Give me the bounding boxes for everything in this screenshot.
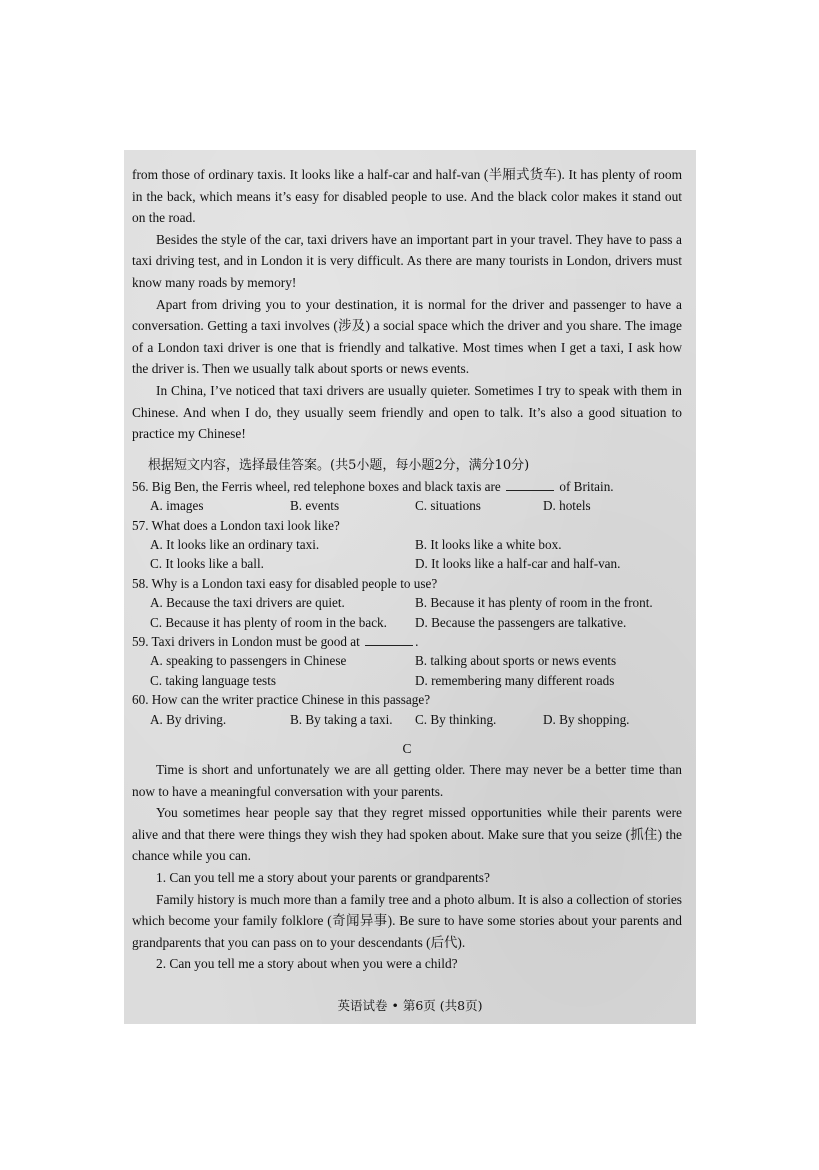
option-a: A. By driving.	[150, 711, 227, 727]
options-row	[132, 554, 682, 573]
question-stem: 60. How can the writer practice Chinese in this passage?	[132, 692, 431, 708]
option-d: D. It looks like a half-car and half-van.	[415, 556, 621, 572]
question-stem	[132, 632, 682, 651]
section-heading-c: C	[402, 741, 412, 756]
option-c: C. Because it has plenty of room in the back.	[150, 614, 387, 630]
question-60	[132, 690, 682, 729]
passage-c-paragraph: You sometimes hear people say that they regret missed opportunities while their parents were alive and that there were things they wish they had spoken about. Make sure that you seize (抓住) the chance while you can.	[132, 805, 682, 864]
passage-b-paragraph: from those of ordinary taxis. It looks like a half-car and half-van (半厢式货车). It has plenty of room in the back, which means it’s easy for disabled people to use. And the black color makes it stand out on the road.	[132, 167, 682, 226]
answer-blank	[365, 633, 413, 646]
options-row	[132, 496, 682, 515]
exam-page	[124, 150, 696, 1024]
question-stem: 57. What does a London taxi look like?	[132, 517, 340, 533]
passage-c-paragraph: Time is short and unfortunately we are all getting older. There may never be a better time than now to have a meaningful conversation with your parents.	[132, 762, 682, 799]
question-59	[132, 632, 682, 690]
option-b: B. talking about sports or news events	[415, 653, 617, 669]
option-b: B. By taking a taxi.	[290, 711, 393, 727]
option-d: D. remembering many different roads	[415, 672, 615, 688]
stem-after: of Britain.	[559, 478, 614, 494]
option-d: D. By shopping.	[543, 711, 630, 727]
option-d: D. Because the passengers are talkative.	[415, 614, 627, 630]
option-a: A. Because the taxi drivers are quiet.	[150, 595, 345, 611]
stem-before: 56. Big Ben, the Ferris wheel, red telephone boxes and black taxis are	[132, 478, 501, 494]
question-57	[132, 516, 682, 574]
passage-c-question-2: 2. Can you tell me a story about when you were a child?	[156, 956, 458, 972]
question-stem: 58. Why is a London taxi easy for disabled people to use?	[132, 575, 438, 591]
stem-after: .	[415, 633, 419, 649]
answer-blank	[506, 478, 554, 491]
passage-c-paragraph: Family history is much more than a family tree and a photo album. It is also a collection of stories which become your family folklore (奇闻异事). Be sure to have some stories about your parents and grandparents that you can pass on to your descendants (后代).	[132, 891, 682, 950]
option-d: D. hotels	[543, 498, 591, 514]
passage-b-paragraph: Apart from driving you to your destination, it is normal for the driver and passenger to have a conversation. Getting a taxi involves (涉及) a social space which the driver and you share. The image of a London taxi driver is one that is friendly and talkative. Most times when I get a taxi, I ask how the driver is. Then we usually talk about sports or news events.	[132, 296, 682, 377]
options-row	[132, 613, 682, 632]
option-c: C. taking language tests	[150, 672, 276, 688]
stem-before: 59. Taxi drivers in London must be good at	[132, 633, 360, 649]
option-b: B. Because it has plenty of room in the front.	[415, 595, 653, 611]
option-b: B. events	[290, 498, 340, 514]
passage-b-paragraph: Besides the style of the car, taxi drivers have an important part in your travel. They have to pass a taxi driving test, and in London it is very difficult. As there are many tourists in London, drivers must know many roads by memory!	[132, 231, 682, 290]
options-row	[132, 710, 682, 729]
options-row	[132, 651, 682, 670]
option-a: A. speaking to passengers in Chinese	[150, 653, 347, 669]
question-56	[132, 477, 682, 516]
option-c: C. By thinking.	[415, 711, 497, 727]
instructions: 根据短文内容，选择最佳答案。(共5小题，每小题2分，满分10分)	[148, 457, 530, 473]
passage-b-paragraph: In China, I’ve noticed that taxi drivers are usually quieter. Sometimes I try to speak with them in Chinese. And when I do, they usually seem friendly and open to talk. It’s also a good situation to practice my Chinese!	[132, 382, 682, 442]
question-stem	[132, 477, 682, 496]
option-c: C. situations	[415, 498, 481, 514]
option-a: A. images	[150, 498, 204, 514]
page-footer: 英语试卷 • 第6页 (共8页)	[337, 998, 483, 1013]
option-b: B. It looks like a white box.	[415, 536, 562, 552]
options-row	[132, 593, 682, 612]
options-row	[132, 535, 682, 554]
passage-c-question-1: 1. Can you tell me a story about your parents or grandparents?	[156, 869, 490, 885]
option-c: C. It looks like a ball.	[150, 556, 264, 572]
option-a: A. It looks like an ordinary taxi.	[150, 536, 320, 552]
question-58	[132, 574, 682, 632]
options-row	[132, 671, 682, 690]
